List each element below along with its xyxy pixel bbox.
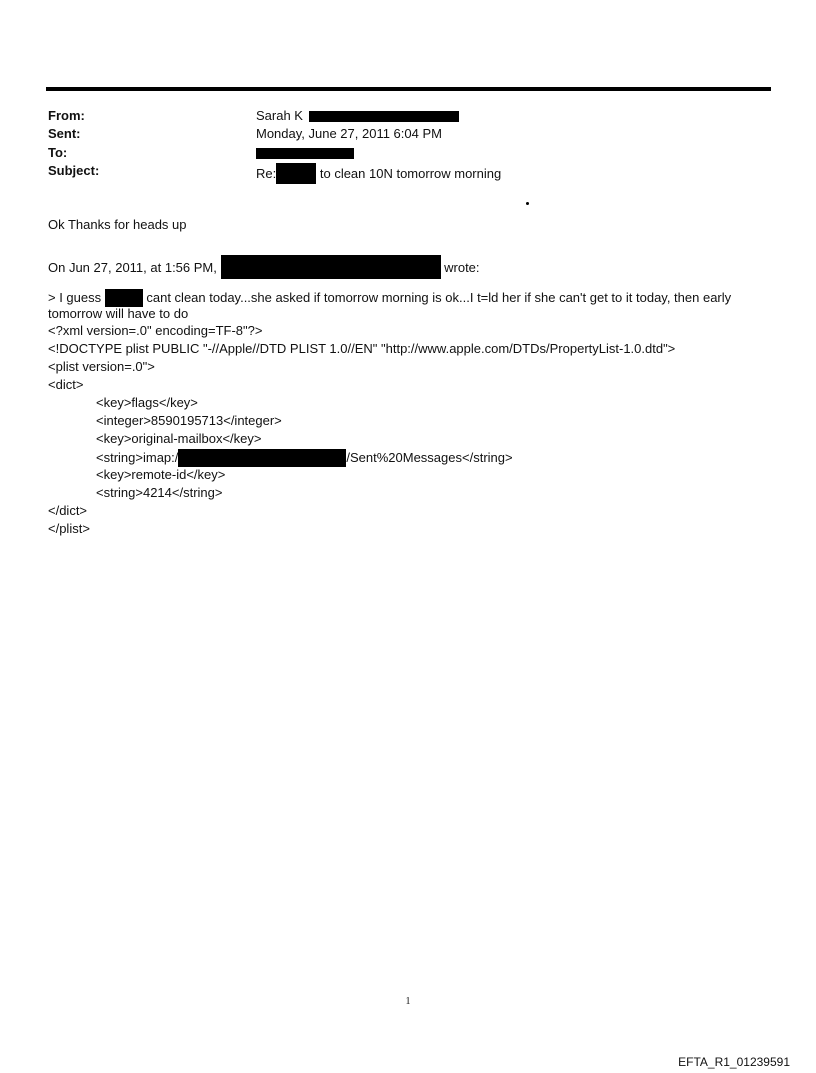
string-imap [96,449,513,467]
integer-flags: <integer>8590195713</integer> [96,413,282,428]
redaction-imap-path [178,449,346,467]
key-original-mailbox: <key>original-mailbox</key> [96,431,262,446]
redaction-to [256,148,354,159]
page-number: 1 [405,996,411,1007]
subject-value [256,163,501,184]
quote-intro-end: wrote: [444,260,480,275]
subject-text: to clean 10N tomorrow morning [319,166,502,181]
quote-line-1-start: > I guess [48,290,102,305]
quote-intro [48,255,480,279]
string-remote-id: <string>4214</string> [96,485,223,500]
sent-value: Monday, June 27, 2011 6:04 PM [256,126,442,141]
header-rule [46,87,771,91]
quote-line-2: tomorrow will have to do [48,306,189,321]
redaction-quote-sender [221,255,441,279]
key-flags: <key>flags</key> [96,395,198,410]
to-label: To: [48,145,68,160]
string-imap-end: /Sent%20Messages</string> [346,450,513,465]
key-remote-id: <key>remote-id</key> [96,467,226,482]
redaction-subject [276,163,316,184]
quote-line-1 [48,289,731,307]
from-name: Sarah K [256,108,303,123]
to-value [256,145,354,160]
quote-line-1-end: cant clean today...she asked if tomorrow morning is ok...I t=ld her if she can't get to it today, then early [146,290,732,305]
quote-intro-start: On Jun 27, 2011, at 1:56 PM, [48,260,217,275]
dict-close: </dict> [48,503,88,518]
bates-number: EFTA_R1_01239591 [678,1055,790,1069]
plist-close: </plist> [48,521,90,536]
from-value [256,108,459,123]
dict-open: <dict> [48,377,84,392]
stray-dot [526,202,529,205]
from-label: From: [48,108,85,123]
plist-open: <plist version=.0"> [48,359,155,374]
subject-label: Subject: [48,163,100,178]
doctype-line: <!DOCTYPE plist PUBLIC "-//Apple//DTD PLIST 1.0//EN" "http://www.apple.com/DTDs/PropertyList-1.0.dtd"> [48,341,676,356]
string-imap-start: <string>imap:/ [96,450,179,465]
sent-label: Sent: [48,126,81,141]
reply-text: Ok Thanks for heads up [48,217,187,232]
redaction-from-email [309,111,459,122]
xml-declaration: <?xml version=.0" encoding=TF-8"?> [48,323,263,338]
redaction-quote-name [105,289,143,307]
subject-prefix: Re: [256,166,277,181]
